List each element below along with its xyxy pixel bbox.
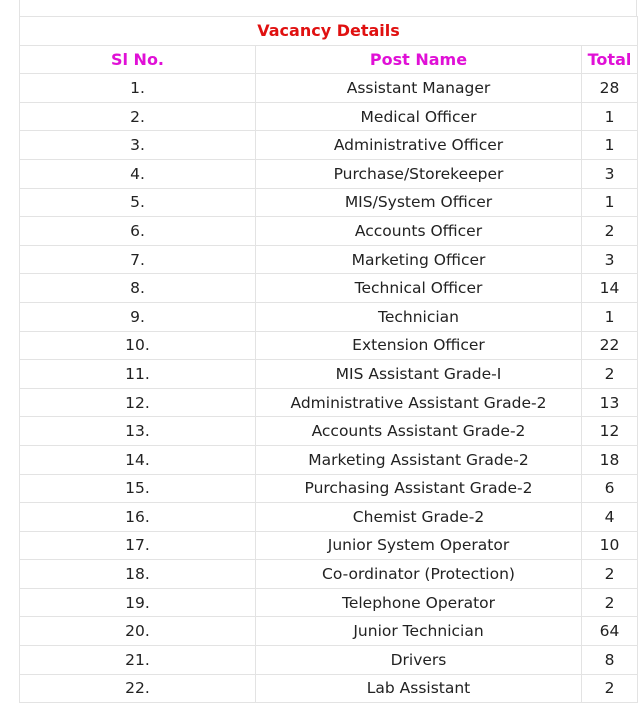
cell-post-name: Lab Assistant [256,674,582,703]
cell-total: 1 [582,131,638,160]
table-row [20,245,638,274]
table-row [20,674,638,703]
cell-post-name: Purchasing Assistant Grade-2 [256,474,582,503]
cell-sl-no: 19. [20,588,256,617]
table-row [20,388,638,417]
cell-post-name: Accounts Officer [256,217,582,246]
table-row [20,302,638,331]
cell-total: 1 [582,102,638,131]
cell-sl-no: 10. [20,331,256,360]
table-row [20,217,638,246]
table-row [20,417,638,446]
cell-total: 22 [582,331,638,360]
table-row [20,159,638,188]
table-body [20,74,638,703]
cell-sl-no: 18. [20,560,256,589]
table-row [20,617,638,646]
column-header-sl-no: Sl No. [20,45,256,74]
cell-total: 64 [582,617,638,646]
cell-total: 2 [582,560,638,589]
cell-sl-no: 7. [20,245,256,274]
cell-total: 6 [582,474,638,503]
cell-post-name: Junior Technician [256,617,582,646]
column-header-total: Total [582,45,638,74]
cell-sl-no: 20. [20,617,256,646]
cell-post-name: MIS/System Officer [256,188,582,217]
cell-post-name: Medical Officer [256,102,582,131]
cell-post-name: Junior System Operator [256,531,582,560]
cell-total: 4 [582,503,638,532]
cell-post-name: Technician [256,302,582,331]
cell-sl-no: 13. [20,417,256,446]
cell-post-name: Co-ordinator (Protection) [256,560,582,589]
table-row [20,74,638,103]
cell-post-name: Administrative Assistant Grade-2 [256,388,582,417]
cell-sl-no: 14. [20,445,256,474]
cell-post-name: MIS Assistant Grade-I [256,360,582,389]
cell-post-name: Assistant Manager [256,74,582,103]
cell-post-name: Administrative Officer [256,131,582,160]
column-header-post-name: Post Name [256,45,582,74]
cell-total: 2 [582,588,638,617]
cell-sl-no: 15. [20,474,256,503]
cell-post-name: Drivers [256,646,582,675]
cell-post-name: Purchase/Storekeeper [256,159,582,188]
table-row [20,560,638,589]
cell-sl-no: 1. [20,74,256,103]
table-row [20,474,638,503]
cell-total: 12 [582,417,638,446]
cell-post-name: Marketing Officer [256,245,582,274]
cell-post-name: Marketing Assistant Grade-2 [256,445,582,474]
cell-sl-no: 21. [20,646,256,675]
table-row [20,445,638,474]
cell-sl-no: 17. [20,531,256,560]
cell-total: 2 [582,674,638,703]
cell-sl-no: 8. [20,274,256,303]
cell-sl-no: 9. [20,302,256,331]
cell-total: 3 [582,245,638,274]
table-row [20,531,638,560]
table-row [20,331,638,360]
cell-sl-no: 11. [20,360,256,389]
cell-total: 1 [582,302,638,331]
cell-sl-no: 3. [20,131,256,160]
cell-total: 2 [582,360,638,389]
cell-total: 1 [582,188,638,217]
cell-sl-no: 12. [20,388,256,417]
table-caption: Vacancy Details [20,17,638,46]
cell-total: 2 [582,217,638,246]
table-row [20,102,638,131]
cell-total: 13 [582,388,638,417]
cell-total: 14 [582,274,638,303]
cell-post-name: Accounts Assistant Grade-2 [256,417,582,446]
cell-sl-no: 22. [20,674,256,703]
table-top-strip [19,0,637,16]
table-header-row [20,45,638,74]
table-row [20,131,638,160]
vacancy-table [19,16,638,703]
cell-total: 3 [582,159,638,188]
table-row [20,588,638,617]
cell-sl-no: 5. [20,188,256,217]
cell-post-name: Extension Officer [256,331,582,360]
cell-total: 18 [582,445,638,474]
cell-sl-no: 4. [20,159,256,188]
cell-total: 28 [582,74,638,103]
cell-post-name: Technical Officer [256,274,582,303]
cell-post-name: Chemist Grade-2 [256,503,582,532]
table-row [20,646,638,675]
table-row [20,188,638,217]
cell-sl-no: 16. [20,503,256,532]
cell-total: 8 [582,646,638,675]
cell-total: 10 [582,531,638,560]
table-row [20,503,638,532]
table-caption-row [20,17,638,46]
table-row [20,360,638,389]
cell-sl-no: 2. [20,102,256,131]
cell-post-name: Telephone Operator [256,588,582,617]
cell-sl-no: 6. [20,217,256,246]
table-row [20,274,638,303]
